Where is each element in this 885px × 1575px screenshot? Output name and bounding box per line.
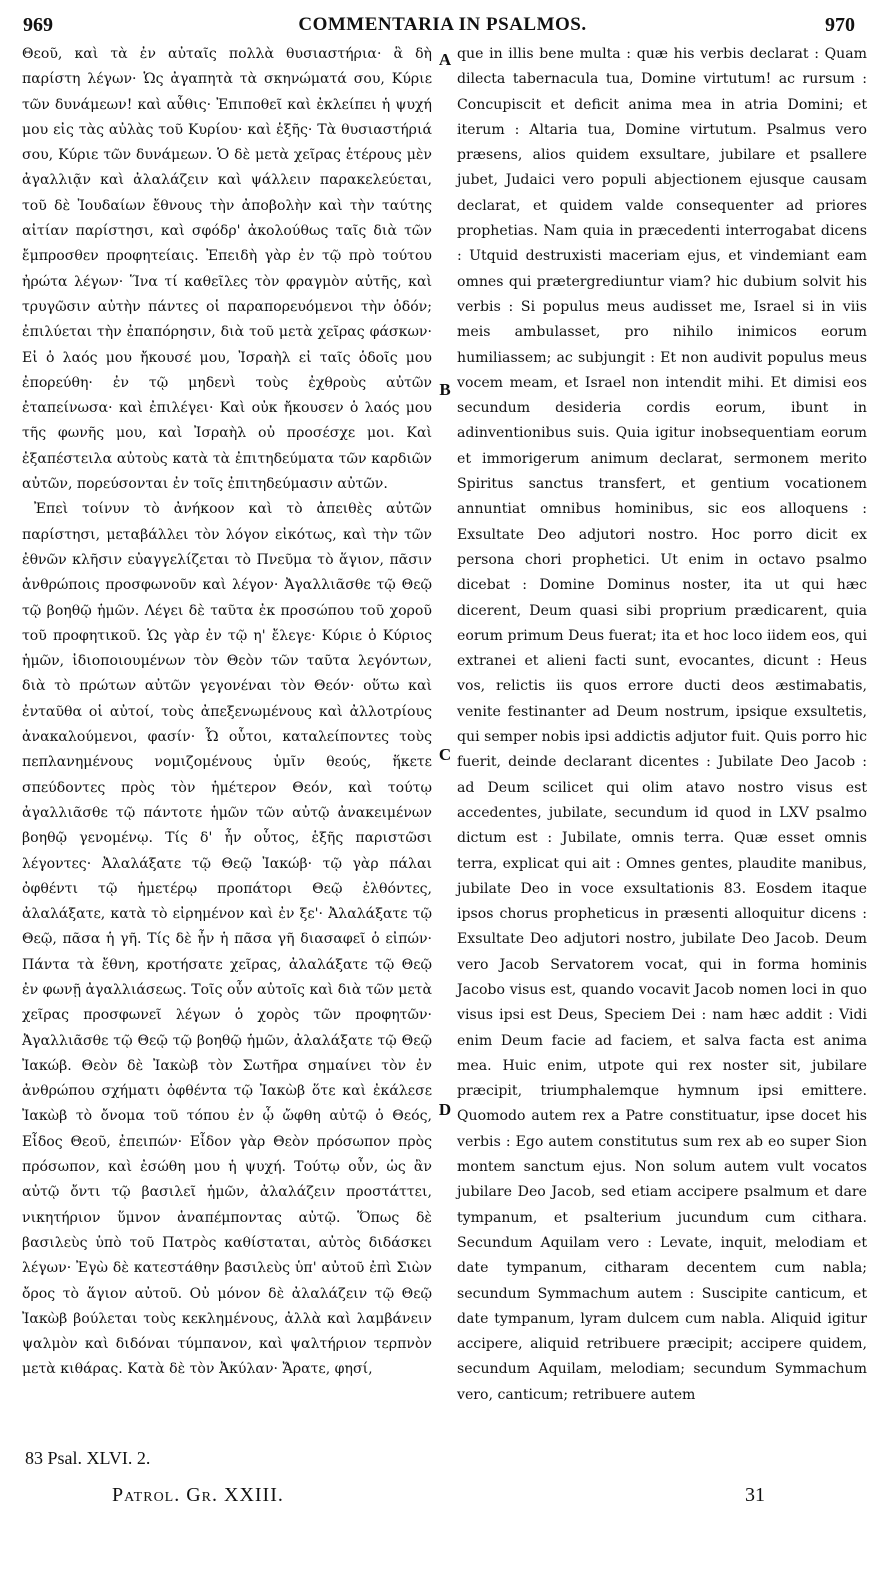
latin-text-column <box>457 42 867 1408</box>
margin-marker-a: A <box>438 50 452 69</box>
greek-paragraph: Θεοῦ, καὶ τὰ ἐν αὐταῖς πολλὰ θυσιαστήρια· ἃ δὴ παρίστη λέγων· Ὡς ἀγαπητὰ τὰ σκηνώματά σου, Κύριε τῶν δυνάμεων! καὶ αὖθις· Ἐπιποθεῖ καὶ ἐκλείπει ἡ ψυχή μου εἰς τὰς αὐλὰς τοῦ Κυρίου· καὶ ἑξῆς· Τὰ θυσιαστήριά σου, Κύριε τῶν δυνάμεων. Ὁ δὲ μετὰ χεῖρας ἑτέρους μὲν ἀγαλλιᾷν καὶ ἀλαλάζειν καὶ ψάλλειν παρακελεύεται, τοῦ δὲ Ἰουδαίων ἔθνους τὴν ἀποβολὴν καὶ τὴν ταύτης αἰτίαν παρίστησι, καὶ σφόδρ' ἀκολούθως ταῖς διὰ τῶν ἔμπροσθεν προφητείαις. Ἐπειδὴ γὰρ ἐν τῷ πρὸ τούτου ἠρώτα λέγων· Ἵνα τί καθεῖλες τὸν φραγμὸν αὐτῆς, καὶ τρυγῶσιν αὐτὴν πάντες οἱ παραπορευόμενοι τὴν ὁδόν; ἐπιλύεται τὴν ἐπαπόρησιν, διὰ τοῦ μετὰ χεῖρας φάσκων· Εἰ ὁ λαός μου ἤκουσέ μου, Ἰσραὴλ εἰ ταῖς ὁδοῖς μου ἐπορεύθη· ἐν τῷ μηδενὶ τοὺς ἐχθροὺς αὐτῶν ἐταπείνωσα· καὶ ἐπιλέγει· Καὶ οὐκ ἤκουσεν ὁ λαός μου τῆς φωνῆς μου, καὶ Ἰσραὴλ οὐ προσέσχε μοι. Καὶ ἐξαπέστειλα αὐτοὺς κατὰ τὰ ἐπιτηδεύματα τῶν καρδιῶν αὐτῶν, πορεύσονται ἐν τοῖς ἐπιτηδεύμασιν αὐτῶν. <box>22 46 432 493</box>
margin-marker-c: C <box>438 745 452 764</box>
footer-sheet-number: 31 <box>745 1484 765 1506</box>
footer-signature: Patrol. Gr. XXIII. <box>112 1484 284 1506</box>
page-number-right: 970 <box>825 14 855 36</box>
margin-marker-b: B <box>439 380 451 399</box>
running-title: COMMENTARIA IN PSALMOS. <box>298 14 587 35</box>
page-number-left: 969 <box>23 14 53 36</box>
greek-text-column <box>22 42 432 1383</box>
greek-paragraph: Ἐπεὶ τοίνυν τὸ ἀνήκοον καὶ τὸ ἀπειθὲς αὐτῶν παρίστησι, μεταβάλλει τὸν λόγον εἰκότως, καὶ τὴν τῶν ἐθνῶν κλῆσιν εὐαγγελίζεται τὸ Πνεῦμα τὸ ἅγιον, πᾶσιν ἀνθρώποις προσφωνοῦν καὶ λέγον· Ἀγαλλιᾶσθε τῷ Θεῷ τῷ βοηθῷ ἡμῶν. Λέγει δὲ ταῦτα ἐκ προσώπου τοῦ χοροῦ τοῦ προφητικοῦ. Ὡς γὰρ ἐν τῷ η' ἔλεγε· Κύριε ὁ Κύριος ἡμῶν, ἰδιοποιουμένων τὸν Θεὸν τῶν ταῦτα λεγόντων, διὰ τὸ πρώτων αὐτῶν γεγονέναι τὸν Θεόν· οὕτω καὶ ἐνταῦθα οἱ αὐτοί, τοὺς ἀπεξενωμένους καὶ ἀλλοτρίους ἀνακαλούμενοι, φασίν· Ὦ οὗτοι, καταλείποντες τοὺς πεπλανημένους νομιζομένους ὑμῖν θεούς, ἥκετε σπεύδοντες πρὸς τὸν ἡμέτερον Θεόν, καὶ τούτῳ ἀγαλλιᾶσθε τῷ πάντοτε ἡμῶν τῶν αὐτῷ ἀνακειμένων βοηθῷ γενομένῳ. Τίς δ' ἦν οὗτος, ἑξῆς παριστῶσι λέγοντες· Ἀλαλάξατε τῷ Θεῷ Ἰακώβ· τῷ γὰρ πάλαι ὀφθέντι τῷ ἡμετέρῳ προπάτορι Θεῷ ἐλθόντες, ἀλαλάξατε, κατὰ τὸ εἰρημένον καὶ ἐν ξε'· Ἀλαλάξατε τῷ Θεῷ, πᾶσα ἡ γῆ. Τίς δὲ ἦν ἡ πᾶσα γῆ διασαφεῖ ὁ εἰπών· Πάντα τὰ ἔθνη, κροτήσατε χεῖρας, ἀλαλάξατε τῷ Θεῷ ἐν φωνῇ ἀγαλλιάσεως. Τοῖς οὖν αὐτοῖς καὶ διὰ τῶν μετὰ χεῖρας προσφωνεῖ λέγων ὁ χορὸς τῶν προφητῶν· Ἀγαλλιᾶσθε τῷ Θεῷ τῷ βοηθῷ ἡμῶν, ἀλαλάξατε τῷ Θεῷ Ἰακώβ. Θεὸν δὲ Ἰακὼβ τὸν Σωτῆρα σημαίνει τὸν ἐν ἀνθρώπου σχήματι ὀφθέντα τῷ Ἰακὼβ ὅτε καὶ ἐκάλεσε Ἰακὼβ τὸ ὄνομα τοῦ τόπου ἐν ᾧ ὤφθη αὐτῷ ὁ Θεός, Εἶδος Θεοῦ, ἐπειπών· Εἶδον γὰρ Θεὸν πρόσωπον πρὸς πρόσωπον, καὶ ἐσώθη μου ἡ ψυχή. Τούτῳ οὖν, ὡς ἂν αὐτῷ ὄντι τῷ βασιλεῖ ἡμῶν, ἀλαλάζειν προστάττει, νικητήριον ὕμνον ἀναπέμποντας αὐτῷ. Ὅπως δὲ βασιλεὺς ὑπὸ τοῦ Πατρὸς καθίσταται, αὐτὸς διδάσκει λέγων· Ἐγὼ δὲ κατεστάθην βασιλεὺς ὑπ' αὐτοῦ ἐπὶ Σιὼν ὄρος τὸ ἅγιον αὐτοῦ. Οὐ μόνον δὲ ἀλαλάζειν τῷ Θεῷ Ἰακὼβ βούλεται τοὺς κεκλημένους, ἀλλὰ καὶ λαμβάνειν ψαλμὸν καὶ διδόναι τύμπανον, καὶ ψαλτήριον τερπνὸν μετὰ κιθάρας. Κατὰ δὲ τὸν Ἀκύλαν· Ἄρατε, φησί, <box>22 501 432 1378</box>
footnote: 83 Psal. XLVI. 2. <box>25 1448 151 1468</box>
margin-marker-d: D <box>438 1100 452 1119</box>
latin-paragraph: que in illis bene multa : quæ his verbis declarat : Quam dilecta tabernacula tua, Domine virtutum! ac rursum : Concupiscit et deficit anima mea in atria Domini; et iterum : Altaria tua, Domine virtutum. Psalmus vero præsens, alios quidem exsultare, jubilare et psallere jubet, Judaici vero populi abjectionem ejusque causam declarat, et quidem valde consequenter ad priores prophetias. Nam quia in præcedenti interrogabat dicens : Utquid destruxisti maceriam ejus, et vindemiant eam omnes qui prætergrediuntur viam? hic dubium solvit his verbis : Si populus meus audisset me, Israel si in viis meis ambulasset, pro nihilo inimicos eorum humiliassem; ac subjungit : Et non audivit populus meus vocem meam, et Israel non intendit mihi. Et dimisi eos secundum desideria cordis eorum, ibunt in adinventionibus suis. Quia igitur inobsequentiam eorum et immorigerum animum declarat, sermonem merito Spiritus sanctus transfert, et gentium vocationem annuntiat omnibus hominibus, sic eos alloquens : Exsultate Deo adjutori nostro. Hoc porro dicit ex persona chori prophetici. Ut enim in octavo psalmo dicebat : Domine Dominus noster, ita ut qui hæc dicerent, Deum quasi sibi proprium prædicarent, quia eorum primum Deus fuerat; ita et hoc loco iidem eos, qui extranei et alieni facti sunt, evocantes, dicunt : Heus vos, relictis iis quos errore ducti deos æstimabatis, venite festinanter ad Deum nostrum, ipsique exsultetis, qui semper nobis ipsi addictis adjutor fuit. Quis porro hic fuerit, deinde declarant dicentes : Jubilate Deo Jacob : ad Deum scilicet qui olim atavo nostro visus est accedentes, jubilate, secundum id quod in LXV psalmo dictum est : Jubilate, omnis terra. Quæ esset omnis terra, explicat qui ait : Omnes gentes, plaudite manibus, jubilate Deo in voce exsultationis 83. Eosdem itaque ipsos chorus propheticus in præsenti alloquitur dicens : Exsultate Deo adjutori nostro, jubilate Deo Jacob. Deum vero Jacob Servatorem vocat, qui in forma hominis Jacobo visus est, quando vocavit Jacob nomen loci in quo visus ipsi est Deus, Speciem Dei : nam hæc addit : Vidi enim Deum facie ad faciem, et salva facta est anima mea. Huic enim, utpote qui rex noster sit, jubilare præcipit, triumphalemque hymnum ipsi emittere. Quomodo autem rex a Patre constituatur, ipse docet his verbis : Ego autem constitutus sum rex ab eo super Sion montem sanctum ejus. Non solum autem vult vocatos jubilare Deo Jacob, sed etiam accipere psalmum et dare tympanum, et psalterium jucundum cum cithara. Secundum Aquilam vero : Levate, inquit, melodiam et date tympanum, citharam decentem cum nabla; secundum Symmachum autem : Suscipite canticum, et date tympanum, lyram dulcem cum nabla. Aliquid igitur accipere, aliquid retribuere præcipit; accipere quidem, secundum Aquilam, melodiam; secundum Symmachum vero, canticum; retribuere autem <box>457 46 867 1403</box>
